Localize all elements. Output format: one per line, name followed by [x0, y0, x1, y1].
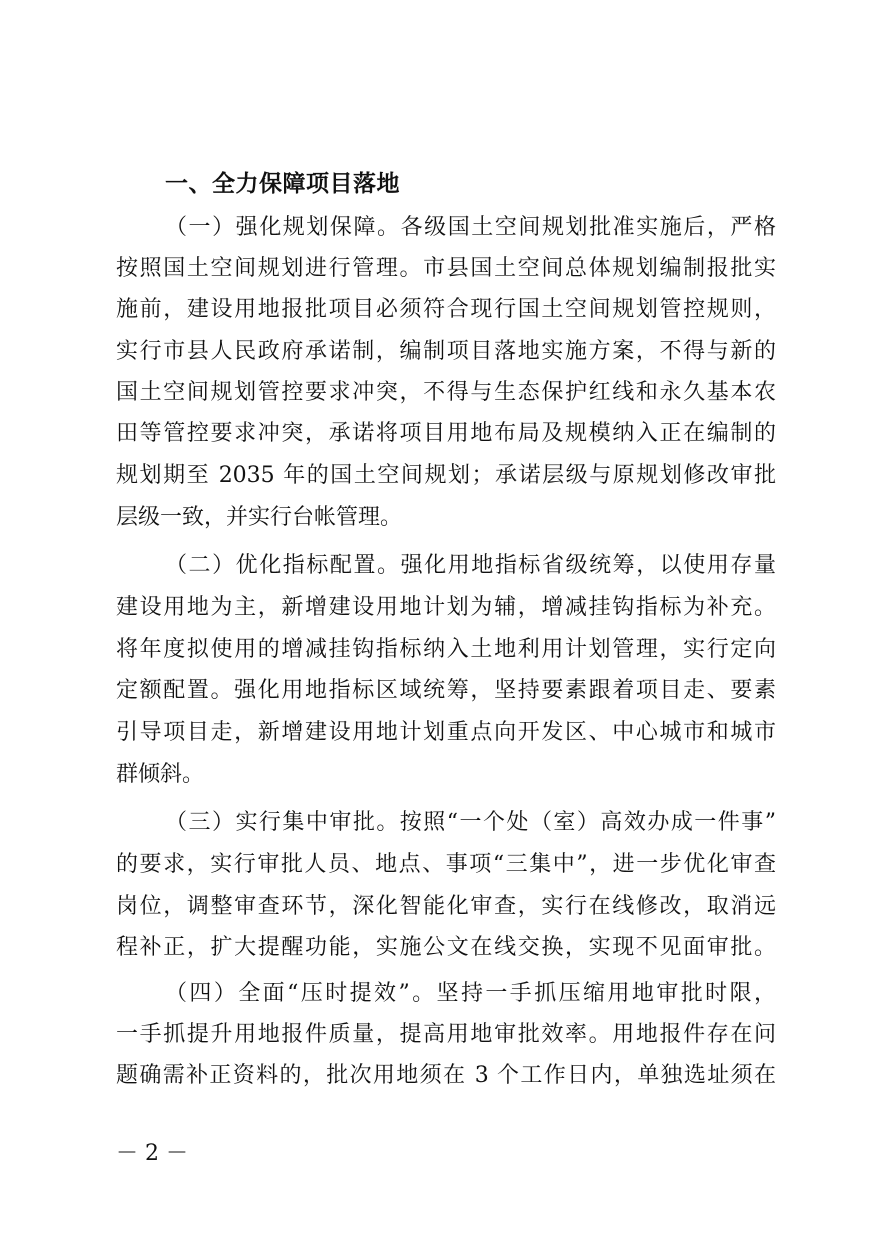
paragraph-2-line-1: （二）优化指标配置。强化用地指标省级统筹，以使用存量 [165, 553, 776, 578]
paragraph-3-line-3: 岗位，调整审查环节，深化智能化审查，实行在线修改，取消远 [116, 894, 776, 919]
paragraph-2-line-3: 将年度拟使用的增减挂钩指标纳入土地利用计划管理，实行定向 [116, 637, 776, 662]
paragraph-1-line-4: 实行市县人民政府承诺制，编制项目落地实施方案，不得与新的 [116, 339, 776, 364]
paragraph-1-line-5: 国土空间规划管控要求冲突，不得与生态保护红线和永久基本农 [116, 380, 776, 405]
paragraph-1-line-1: （一）强化规划保障。各级国土空间规划批准实施后，严格 [165, 215, 776, 240]
paragraph-1-line-3: 施前，建设用地报批项目必须符合现行国土空间规划管控规则， [116, 297, 776, 322]
paragraph-4-line-1: （四）全面“压时提效”。坚持一手抓压缩用地审批时限， [165, 981, 776, 1006]
paragraph-1-line-7: 规划期至 2035 年的国土空间规划；承诺层级与原规划修改审批 [116, 463, 776, 488]
page-number: － 2 － [116, 1141, 188, 1166]
paragraph-4-line-2: 一手抓提升用地报件质量，提高用地审批效率。用地报件存在问 [116, 1022, 776, 1047]
paragraph-4-line-3: 题确需补正资料的，批次用地须在 3 个工作日内，单独选址须在 [116, 1063, 776, 1088]
paragraph-2-line-5: 引导项目走，新增建设用地计划重点向开发区、中心城市和城市 [116, 720, 776, 745]
paragraph-3-line-4: 程补正，扩大提醒功能，实施公文在线交换，实现不见面审批。 [116, 935, 776, 960]
paragraph-3-line-1: （三）实行集中审批。按照“一个处（室）高效办成一件事” [165, 810, 776, 835]
paragraph-2-line-4: 定额配置。强化用地指标区域统筹，坚持要素跟着项目走、要素 [116, 678, 776, 703]
paragraph-1-line-8: 层级一致，并实行台帐管理。 [116, 505, 403, 530]
paragraph-2-line-2: 建设用地为主，新增建设用地计划为辅，增减挂钩指标为补充。 [116, 595, 776, 620]
paragraph-2-line-6: 群倾斜。 [116, 762, 205, 787]
paragraph-3-line-2: 的要求，实行审批人员、地点、事项“三集中”，进一步优化审查 [116, 852, 776, 877]
paragraph-1-line-6: 田等管控要求冲突，承诺将项目用地布局及规模纳入正在编制的 [116, 421, 776, 446]
paragraph-1-line-2: 按照国土空间规划进行管理。市县国土空间总体规划编制报批实 [116, 256, 776, 281]
section-heading: 一、全力保障项目落地 [165, 171, 400, 197]
